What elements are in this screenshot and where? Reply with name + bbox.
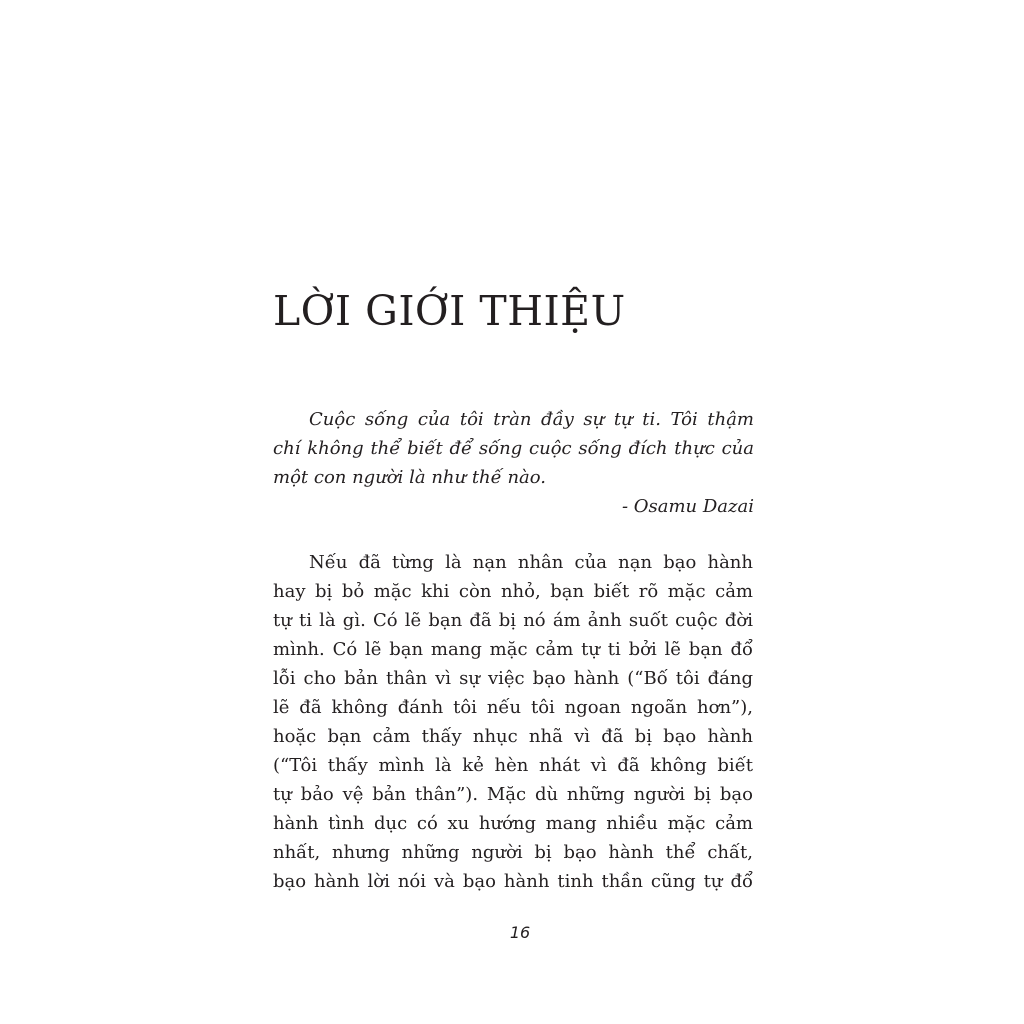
body-line: hoặc bạn cảm thấy nhục nhã vì đã bị bạo hành [273,726,753,747]
body-line: bạo hành lời nói và bạo hành tinh thần cũng tự đổ [273,871,753,892]
body-line: lỗi cho bản thân vì sự việc bạo hành (“Bố tôi đáng [273,668,753,689]
epigraph [273,405,754,521]
body-line: lẽ đã không đánh tôi nếu tôi ngoan ngoãn hơn”), [273,697,753,718]
body-line: tự ti là gì. Có lẽ bạn đã bị nó ám ảnh suốt cuộc đời [273,610,753,631]
epigraph-line: một con người là như thế nào. [273,467,547,488]
page-number: 16 [509,923,531,942]
body-line: nhất, nhưng những người bị bạo hành thể chất, [273,842,753,863]
body-line: hành tình dục có xu hướng mang nhiều mặc cảm [273,813,753,834]
body-line: (“Tôi thấy mình là kẻ hèn nhát vì đã không biết [273,755,753,776]
chapter-title: LỜI GIỚI THIỆU [273,287,626,335]
body-line: hay bị bỏ mặc khi còn nhỏ, bạn biết rõ mặc cảm [273,581,753,602]
body-line: mình. Có lẽ bạn mang mặc cảm tự ti bởi lẽ bạn đổ [273,639,753,660]
epigraph-line: Cuộc sống của tôi tràn đầy sự tự ti. Tôi thậm [309,409,754,430]
epigraph-author: - Osamu Dazai [621,496,754,517]
body-line: Nếu đã từng là nạn nhân của nạn bạo hành [309,552,753,573]
body-paragraph [273,548,753,896]
body-line: tự bảo vệ bản thân”). Mặc dù những người bị bạo [273,784,753,805]
epigraph-line: chí không thể biết để sống cuộc sống đích thực của [273,438,754,459]
